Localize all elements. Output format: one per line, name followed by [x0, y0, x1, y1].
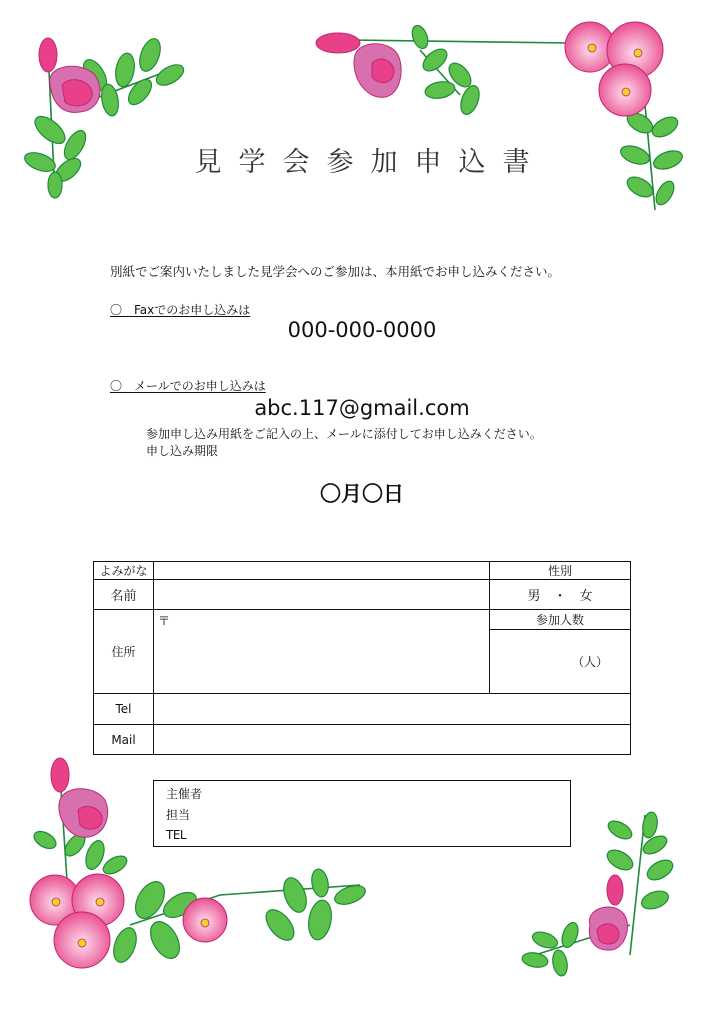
page-title: 見学会参加申込書: [194, 147, 547, 178]
organizer-label: 主催者: [166, 787, 203, 801]
fax-section-heading: 〇 Faxでのお申し込みは: [110, 303, 251, 317]
gender-options[interactable]: 男 ・ 女: [490, 580, 631, 610]
participants-label: 参加人数: [490, 610, 631, 630]
mail-section-heading: 〇 メールでのお申し込みは: [110, 379, 266, 393]
furigana-label: よみがな: [94, 562, 154, 580]
tel-field[interactable]: [154, 694, 631, 725]
organizer-tel-label: TEL: [166, 828, 187, 842]
postal-mark: 〒: [158, 614, 171, 628]
furigana-field[interactable]: [154, 562, 490, 580]
mail-instruction: 参加申し込み用紙をご記入の上、メールに添付してお申し込みください。: [146, 427, 542, 441]
participants-field[interactable]: （人）: [490, 629, 631, 693]
mail-field[interactable]: [154, 725, 631, 755]
address-label: 住所: [94, 610, 154, 694]
intro-text: 別紙でご案内いたしました見学会へのご参加は、本用紙でお申し込みください。: [110, 264, 561, 279]
fax-number: 000-000-0000: [287, 318, 437, 342]
name-field[interactable]: [154, 580, 490, 610]
organizer-box: [153, 780, 571, 847]
mail-label: Mail: [94, 725, 154, 755]
deadline-date: 〇月〇日: [320, 482, 404, 506]
deadline-label: 申し込み期限: [146, 444, 219, 458]
email-address: abc.117@gmail.com: [254, 396, 470, 420]
tel-label: Tel: [94, 694, 154, 725]
address-field[interactable]: [154, 610, 490, 694]
gender-label: 性別: [490, 562, 631, 580]
application-form-table: [93, 561, 631, 755]
rose-vine-top-right-decoration: [310, 15, 700, 215]
contact-person-label: 担当: [166, 808, 191, 822]
name-label: 名前: [94, 580, 154, 610]
